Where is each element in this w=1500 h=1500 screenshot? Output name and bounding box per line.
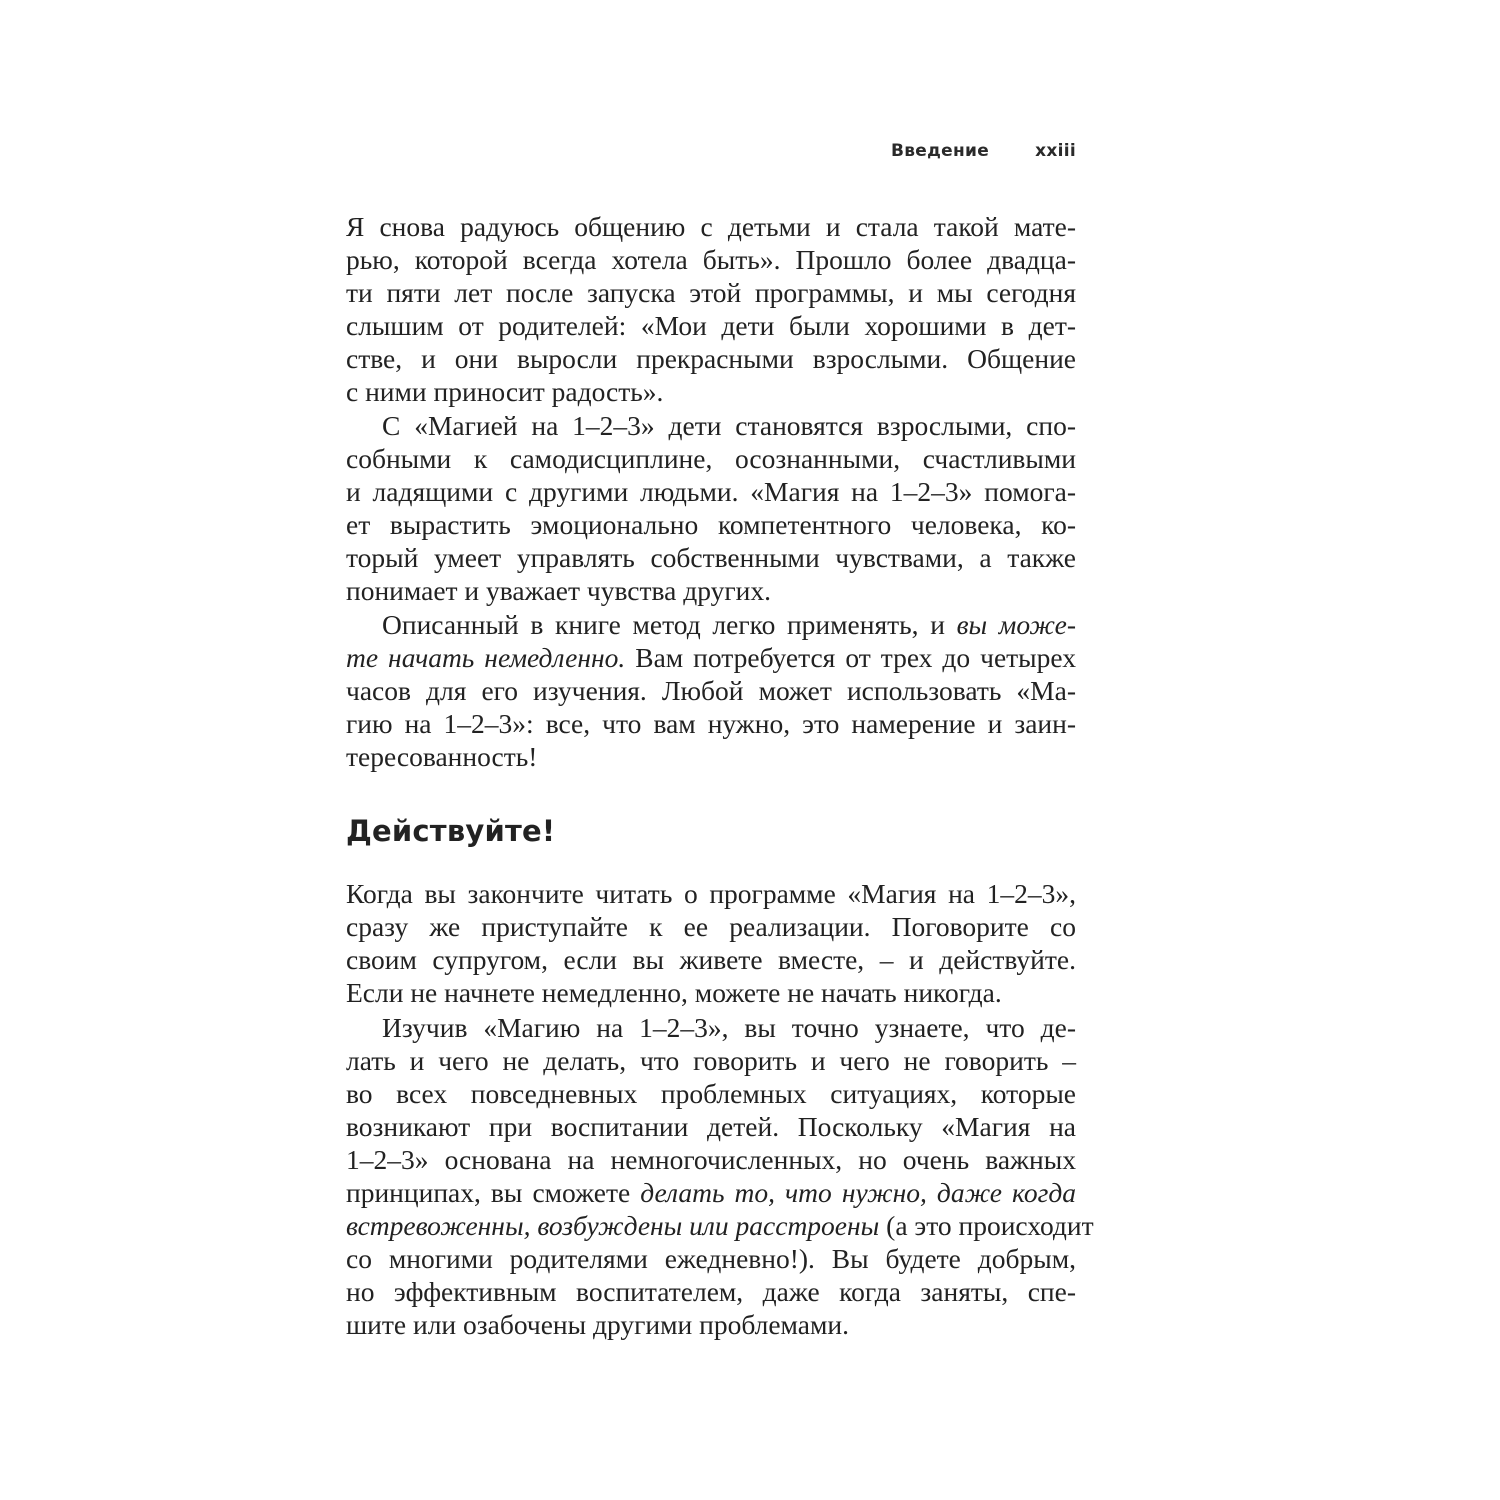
text-line bbox=[346, 1143, 1076, 1176]
text-line bbox=[346, 1110, 1076, 1143]
text-line bbox=[346, 1044, 1076, 1077]
text-line bbox=[346, 608, 1076, 641]
emphasis-run: встревоженны, возбуждены или расстроены bbox=[346, 1210, 880, 1241]
text-run: но эффективным воспитателем, даже когда заняты, спе- bbox=[346, 1276, 1076, 1307]
text-line: своим супругом, если вы живете вместе, – и действуйте. bbox=[346, 944, 1076, 975]
text-line bbox=[346, 707, 1076, 740]
text-line bbox=[346, 1242, 1076, 1275]
text-line: слышим от родителей: «Мои дети были хорошими в дет- bbox=[346, 310, 1076, 341]
text-line: понимает и уважает чувства других. bbox=[346, 575, 771, 606]
text-line: торый умеет управлять собственными чувствами, а также bbox=[346, 542, 1076, 573]
text-line: Я снова радуюсь общению с детьми и стала такой мате- bbox=[346, 211, 1076, 242]
text-run: тересованность! bbox=[346, 741, 538, 772]
text-line: ти пяти лет после запуска этой программы, и мы сегодня bbox=[346, 277, 1076, 308]
text-line: ет вырастить эмоционально компетентного человека, ко- bbox=[346, 509, 1076, 540]
emphasis-run: те начать немедленно. bbox=[346, 642, 626, 673]
text-line bbox=[346, 740, 1076, 773]
text-run: часов для его изучения. Любой может использовать «Ма- bbox=[346, 675, 1076, 706]
text-run: гию на 1–2–3»: все, что вам нужно, это намерение и заин- bbox=[346, 708, 1076, 739]
text-run: шите или озабочены другими проблемами. bbox=[346, 1309, 849, 1340]
text-run: Описанный в книге метод легко применять, и bbox=[382, 609, 957, 640]
text-run: принципах, вы сможете bbox=[346, 1177, 641, 1208]
text-line bbox=[346, 1209, 1094, 1242]
text-run: со многими родителями ежедневно!). Вы будете добрым, bbox=[346, 1243, 1076, 1274]
text-line bbox=[346, 674, 1076, 707]
text-run: Изучив «Магию на 1–2–3», вы точно узнаете, что де- bbox=[382, 1012, 1076, 1043]
running-head-section: Введение bbox=[890, 141, 990, 161]
text-line: с ними приносит радость». bbox=[346, 376, 664, 407]
text-line: Когда вы закончите читать о программе «Магия на 1–2–3», bbox=[346, 878, 1076, 909]
running-head bbox=[891, 141, 1076, 161]
text-run: (а это происходит bbox=[879, 1210, 1094, 1241]
text-line: С «Магией на 1–2–3» дети становятся взрослыми, спо- bbox=[382, 410, 1076, 441]
page-number: xxiii bbox=[1035, 141, 1076, 161]
text-line: стве, и они выросли прекрасными взрослыми. Общение bbox=[346, 343, 1076, 374]
text-line bbox=[346, 1275, 1076, 1308]
text-line bbox=[346, 641, 1076, 674]
emphasis-run: делать то, что нужно, даже когда bbox=[640, 1177, 1076, 1208]
text-line: собными к самодисциплине, осознанными, счастливыми bbox=[346, 443, 1076, 474]
text-line bbox=[346, 1077, 1076, 1110]
text-line bbox=[346, 1176, 1076, 1209]
text-line bbox=[346, 1011, 1076, 1044]
text-line bbox=[346, 1308, 1076, 1341]
text-run: возникают при воспитании детей. Поскольку «Магия на bbox=[346, 1111, 1076, 1142]
text-run: во всех повседневных проблемных ситуациях, которые bbox=[346, 1078, 1076, 1109]
section-heading: Действуйте! bbox=[346, 814, 556, 848]
text-run: лать и чего не делать, что говорить и чего не говорить – bbox=[346, 1045, 1076, 1076]
text-run: Вам потребуется от трех до четырех bbox=[625, 642, 1076, 673]
emphasis-run: вы може- bbox=[956, 609, 1077, 640]
text-line: и ладящими с другими людьми. «Магия на 1–2–3» помога- bbox=[346, 476, 1076, 507]
text-run: 1–2–3» основана на немногочисленных, но очень важных bbox=[346, 1144, 1076, 1175]
text-line: рью, которой всегда хотела быть». Прошло более двадца- bbox=[346, 244, 1076, 275]
text-line: Если не начнете немедленно, можете не начать никогда. bbox=[346, 977, 1002, 1008]
text-line: сразу же приступайте к ее реализации. Поговорите со bbox=[346, 911, 1076, 942]
